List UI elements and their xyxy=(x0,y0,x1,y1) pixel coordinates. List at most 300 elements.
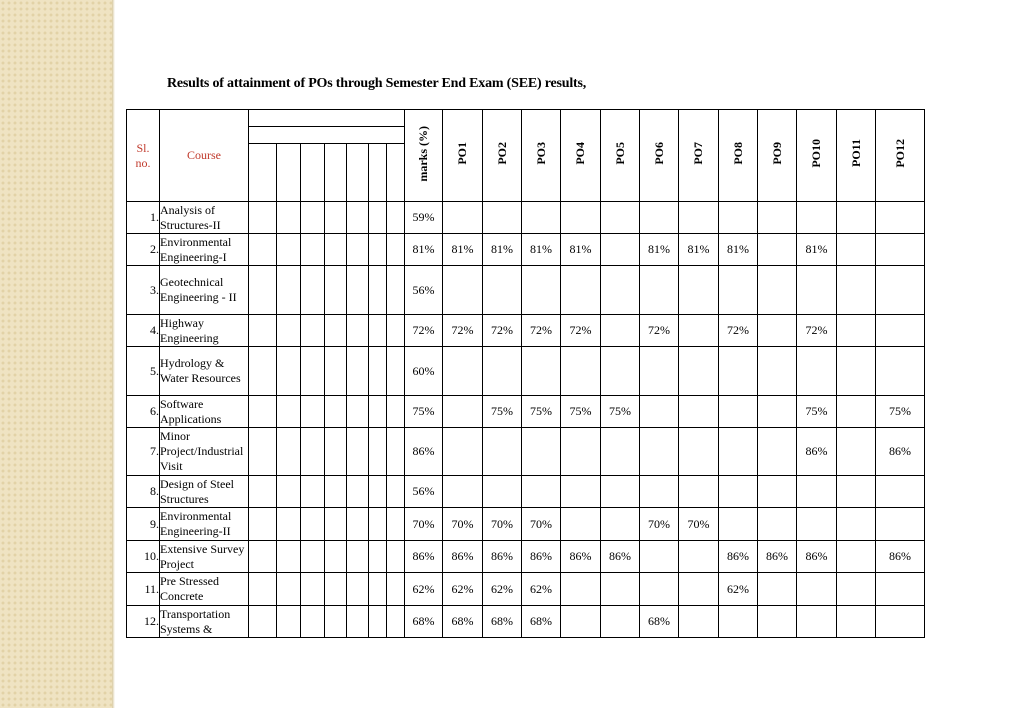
sl-no-cell: 11. xyxy=(127,573,160,606)
blank-cell xyxy=(325,202,347,234)
po-header-label: PO1 xyxy=(455,142,470,165)
blank-cell xyxy=(325,606,347,638)
po-cell: 86% xyxy=(876,541,925,573)
table-row xyxy=(127,541,1004,573)
po-cell xyxy=(679,266,719,315)
po-cell xyxy=(758,606,797,638)
blank-cell xyxy=(249,428,277,476)
po-cell: 86% xyxy=(601,541,640,573)
blank-cell xyxy=(249,315,277,347)
blank-cell xyxy=(277,315,301,347)
po-cell xyxy=(797,606,837,638)
po-cell xyxy=(483,347,522,396)
blank-cell xyxy=(369,315,387,347)
blank-header-cell xyxy=(301,144,325,202)
po-header-3 xyxy=(522,110,561,202)
po-cell: 75% xyxy=(522,396,561,428)
blank-cell xyxy=(347,266,369,315)
blank-cell xyxy=(301,606,325,638)
blank-cell xyxy=(369,476,387,508)
po-cell xyxy=(443,396,483,428)
blank-cell xyxy=(325,541,347,573)
po-header-4 xyxy=(561,110,601,202)
po-cell xyxy=(679,428,719,476)
sl-no-label: Sl. xyxy=(136,140,150,155)
page-title: Results of attainment of POs through Semester End Exam (SEE) results, xyxy=(167,76,587,91)
po-cell xyxy=(679,573,719,606)
blank-cell xyxy=(369,541,387,573)
po-cell: 86% xyxy=(483,541,522,573)
po-cell: 86% xyxy=(443,541,483,573)
sl-no-cell: 12. xyxy=(127,606,160,638)
po-cell xyxy=(876,573,925,606)
po-cell: 75% xyxy=(797,396,837,428)
blank-cell xyxy=(347,347,369,396)
po-cell xyxy=(758,476,797,508)
po-cell xyxy=(758,266,797,315)
po-cell xyxy=(837,347,876,396)
course-cell: Environmental Engineering-I xyxy=(160,234,249,266)
po-cell xyxy=(522,347,561,396)
po-cell xyxy=(601,508,640,541)
po-cell xyxy=(640,573,679,606)
po-attainment-table xyxy=(126,109,1004,638)
course-cell: Software Applications xyxy=(160,396,249,428)
po-cell: 81% xyxy=(719,234,758,266)
blank-cell xyxy=(347,202,369,234)
course-cell: Design of Steel Structures xyxy=(160,476,249,508)
blank-cell xyxy=(249,202,277,234)
po-cell xyxy=(561,508,601,541)
po-cell xyxy=(640,428,679,476)
po-cell xyxy=(837,266,876,315)
po-cell: 86% xyxy=(797,428,837,476)
po-header-label: PO8 xyxy=(730,142,745,165)
blank-cell xyxy=(387,573,405,606)
blank-header-cell xyxy=(325,144,347,202)
po-cell: 86% xyxy=(876,428,925,476)
po-cell xyxy=(679,347,719,396)
po-cell xyxy=(876,476,925,508)
blank-cell xyxy=(387,396,405,428)
po-cell: 72% xyxy=(443,315,483,347)
po-cell xyxy=(797,508,837,541)
blank-cell xyxy=(347,396,369,428)
po-cell xyxy=(758,428,797,476)
marks-header-label: marks (%) xyxy=(416,125,431,182)
table-row xyxy=(127,315,1004,347)
po-cell xyxy=(679,396,719,428)
table-row xyxy=(127,428,1004,476)
po-cell xyxy=(640,202,679,234)
po-cell xyxy=(837,541,876,573)
sl-no-cell: 10. xyxy=(127,541,160,573)
strip-divider xyxy=(112,0,115,708)
po-cell xyxy=(640,266,679,315)
po-header-label: PO3 xyxy=(533,142,548,165)
sl-no-label-2: no. xyxy=(135,155,151,170)
po-cell xyxy=(797,266,837,315)
po-cell xyxy=(758,508,797,541)
po-cell: 62% xyxy=(483,573,522,606)
po-cell xyxy=(719,347,758,396)
po-cell xyxy=(719,266,758,315)
po-cell xyxy=(719,396,758,428)
po-cell xyxy=(876,202,925,234)
po-cell: 72% xyxy=(522,315,561,347)
po-cell xyxy=(876,234,925,266)
blank-cell xyxy=(347,428,369,476)
po-cell xyxy=(797,347,837,396)
po-header-label: PO6 xyxy=(651,142,666,165)
blank-header-cell xyxy=(249,144,277,202)
po-cell xyxy=(483,428,522,476)
sl-no-cell: 6. xyxy=(127,396,160,428)
table-row xyxy=(127,476,1004,508)
po-cell xyxy=(758,315,797,347)
blank-cell xyxy=(301,347,325,396)
course-cell: Minor Project/Industrial Visit xyxy=(160,428,249,476)
po-cell xyxy=(522,476,561,508)
marks-cell: 59% xyxy=(405,202,443,234)
po-cell xyxy=(758,234,797,266)
blank-cell xyxy=(277,234,301,266)
po-cell xyxy=(876,266,925,315)
po-cell: 68% xyxy=(443,606,483,638)
sl-no-cell: 8. xyxy=(127,476,160,508)
po-cell xyxy=(483,266,522,315)
blank-cell xyxy=(369,508,387,541)
po-cell xyxy=(876,508,925,541)
blank-cell xyxy=(277,202,301,234)
course-cell: Environmental Engineering-II xyxy=(160,508,249,541)
po-cell xyxy=(876,606,925,638)
blank-cell xyxy=(387,476,405,508)
blank-cell xyxy=(387,508,405,541)
po-cell xyxy=(876,315,925,347)
blank-cell xyxy=(277,476,301,508)
table-row xyxy=(127,573,1004,606)
sl-no-header xyxy=(127,110,160,202)
blank-header-cell xyxy=(277,144,301,202)
po-cell xyxy=(719,606,758,638)
blank-cell xyxy=(249,606,277,638)
po-cell xyxy=(837,202,876,234)
blank-cell xyxy=(387,606,405,638)
po-cell xyxy=(601,202,640,234)
table-row xyxy=(127,606,1004,638)
po-cell: 70% xyxy=(640,508,679,541)
table-row xyxy=(127,234,1004,266)
po-cell xyxy=(758,202,797,234)
blank-cell xyxy=(325,234,347,266)
po-cell: 75% xyxy=(483,396,522,428)
po-header-label: PO4 xyxy=(573,142,588,165)
po-cell xyxy=(640,347,679,396)
marks-cell: 56% xyxy=(405,266,443,315)
table-row xyxy=(127,347,1004,396)
po-cell xyxy=(522,202,561,234)
po-cell xyxy=(640,396,679,428)
blank-header-cell xyxy=(387,144,405,202)
table-row xyxy=(127,508,1004,541)
blank-cell xyxy=(301,315,325,347)
blank-cell xyxy=(347,315,369,347)
marks-cell: 86% xyxy=(405,541,443,573)
po-cell xyxy=(758,347,797,396)
po-cell: 70% xyxy=(443,508,483,541)
po-cell xyxy=(443,347,483,396)
po-cell: 72% xyxy=(640,315,679,347)
po-header-2 xyxy=(483,110,522,202)
po-cell xyxy=(443,202,483,234)
blank-cell xyxy=(347,541,369,573)
po-header-label: PO2 xyxy=(494,142,509,165)
po-cell xyxy=(601,347,640,396)
blank-cell xyxy=(369,428,387,476)
po-cell: 72% xyxy=(483,315,522,347)
po-cell: 81% xyxy=(640,234,679,266)
po-cell: 81% xyxy=(522,234,561,266)
po-cell: 72% xyxy=(797,315,837,347)
blank-cell xyxy=(369,266,387,315)
marks-cell: 56% xyxy=(405,476,443,508)
course-header: Course xyxy=(160,110,249,202)
po-cell xyxy=(797,202,837,234)
po-cell xyxy=(601,315,640,347)
po-cell: 81% xyxy=(679,234,719,266)
po-header-label: PO9 xyxy=(769,142,784,165)
po-cell: 70% xyxy=(483,508,522,541)
blank-cell xyxy=(301,202,325,234)
po-cell xyxy=(561,428,601,476)
blank-cell xyxy=(249,347,277,396)
blank-cell xyxy=(325,476,347,508)
blank-cell xyxy=(369,234,387,266)
po-cell xyxy=(601,476,640,508)
po-cell xyxy=(837,476,876,508)
po-cell: 86% xyxy=(797,541,837,573)
po-cell xyxy=(601,234,640,266)
course-cell: Pre Stressed Concrete xyxy=(160,573,249,606)
po-cell xyxy=(443,428,483,476)
po-cell: 62% xyxy=(719,573,758,606)
po-header-1 xyxy=(443,110,483,202)
blank-cell xyxy=(301,396,325,428)
marks-header xyxy=(405,110,443,202)
po-cell xyxy=(679,476,719,508)
po-cell xyxy=(679,541,719,573)
sl-no-cell: 4. xyxy=(127,315,160,347)
table-row xyxy=(127,396,1004,428)
po-header-10 xyxy=(797,110,837,202)
table-row xyxy=(127,266,1004,315)
blank-header-cell xyxy=(249,127,405,144)
blank-cell xyxy=(249,266,277,315)
po-cell xyxy=(601,266,640,315)
header-row xyxy=(127,110,1004,127)
decorative-side-strip xyxy=(0,0,114,708)
po-cell xyxy=(719,202,758,234)
blank-cell xyxy=(369,573,387,606)
blank-cell xyxy=(369,606,387,638)
blank-cell xyxy=(277,606,301,638)
po-cell xyxy=(443,266,483,315)
blank-cell xyxy=(325,573,347,606)
blank-cell xyxy=(301,428,325,476)
po-cell xyxy=(640,541,679,573)
blank-cell xyxy=(347,234,369,266)
course-cell: Geotechnical Engineering - II xyxy=(160,266,249,315)
sl-no-cell: 7. xyxy=(127,428,160,476)
po-cell xyxy=(601,573,640,606)
blank-cell xyxy=(277,347,301,396)
po-cell xyxy=(601,428,640,476)
blank-cell xyxy=(387,234,405,266)
po-cell xyxy=(719,508,758,541)
po-cell xyxy=(837,428,876,476)
po-header-11 xyxy=(837,110,876,202)
blank-cell xyxy=(277,573,301,606)
marks-cell: 70% xyxy=(405,508,443,541)
po-cell xyxy=(837,573,876,606)
po-cell xyxy=(483,202,522,234)
po-cell: 75% xyxy=(876,396,925,428)
po-cell: 62% xyxy=(522,573,561,606)
blank-cell xyxy=(325,347,347,396)
po-cell: 75% xyxy=(561,396,601,428)
blank-cell xyxy=(277,266,301,315)
sl-no-cell: 9. xyxy=(127,508,160,541)
sl-no-cell: 2. xyxy=(127,234,160,266)
blank-cell xyxy=(325,508,347,541)
blank-cell xyxy=(325,396,347,428)
sl-no-cell: 3. xyxy=(127,266,160,315)
blank-cell xyxy=(277,428,301,476)
marks-cell: 75% xyxy=(405,396,443,428)
po-cell xyxy=(758,573,797,606)
blank-cell xyxy=(325,315,347,347)
po-cell: 86% xyxy=(719,541,758,573)
sl-no-cell: 1. xyxy=(127,202,160,234)
po-cell: 81% xyxy=(797,234,837,266)
blank-cell xyxy=(277,508,301,541)
blank-header-cell xyxy=(347,144,369,202)
po-header-8 xyxy=(719,110,758,202)
marks-cell: 60% xyxy=(405,347,443,396)
blank-header-cell xyxy=(249,110,405,127)
po-header-label: PO5 xyxy=(612,142,627,165)
po-cell: 81% xyxy=(561,234,601,266)
marks-cell: 62% xyxy=(405,573,443,606)
blank-cell xyxy=(325,266,347,315)
po-cell xyxy=(797,476,837,508)
blank-cell xyxy=(347,606,369,638)
po-cell: 86% xyxy=(522,541,561,573)
blank-cell xyxy=(369,347,387,396)
blank-cell xyxy=(387,202,405,234)
po-cell: 86% xyxy=(561,541,601,573)
blank-cell xyxy=(249,476,277,508)
po-header-label: PO10 xyxy=(809,139,824,168)
po-cell: 72% xyxy=(561,315,601,347)
po-cell: 86% xyxy=(758,541,797,573)
blank-cell xyxy=(249,573,277,606)
po-cell xyxy=(640,476,679,508)
po-cell: 62% xyxy=(443,573,483,606)
po-header-7 xyxy=(679,110,719,202)
blank-cell xyxy=(277,541,301,573)
table-row xyxy=(127,202,1004,234)
blank-cell xyxy=(387,541,405,573)
blank-cell xyxy=(369,396,387,428)
po-cell xyxy=(679,202,719,234)
blank-cell xyxy=(249,541,277,573)
marks-cell: 86% xyxy=(405,428,443,476)
po-cell: 81% xyxy=(443,234,483,266)
blank-header-cell xyxy=(369,144,387,202)
po-cell: 75% xyxy=(601,396,640,428)
po-header-6 xyxy=(640,110,679,202)
po-header-label: PO7 xyxy=(691,142,706,165)
blank-cell xyxy=(301,476,325,508)
po-cell xyxy=(837,234,876,266)
po-cell xyxy=(561,476,601,508)
po-cell xyxy=(443,476,483,508)
blank-cell xyxy=(387,315,405,347)
po-cell xyxy=(522,266,561,315)
po-cell xyxy=(719,476,758,508)
po-cell xyxy=(837,396,876,428)
po-cell xyxy=(561,573,601,606)
course-cell: Highway Engineering xyxy=(160,315,249,347)
blank-cell xyxy=(249,508,277,541)
course-cell: Hydrology & Water Resources xyxy=(160,347,249,396)
po-cell: 81% xyxy=(483,234,522,266)
po-cell xyxy=(483,476,522,508)
po-cell xyxy=(719,428,758,476)
po-cell xyxy=(561,347,601,396)
po-cell: 68% xyxy=(522,606,561,638)
po-header-label: PO12 xyxy=(892,139,907,168)
blank-cell xyxy=(387,428,405,476)
blank-cell xyxy=(249,234,277,266)
blank-cell xyxy=(301,573,325,606)
po-cell xyxy=(758,396,797,428)
po-cell xyxy=(561,606,601,638)
blank-cell xyxy=(387,347,405,396)
blank-cell xyxy=(301,508,325,541)
blank-cell xyxy=(277,396,301,428)
blank-cell xyxy=(249,396,277,428)
course-cell: Extensive Survey Project xyxy=(160,541,249,573)
po-cell xyxy=(522,428,561,476)
marks-cell: 81% xyxy=(405,234,443,266)
marks-cell: 68% xyxy=(405,606,443,638)
blank-cell xyxy=(347,508,369,541)
po-cell: 68% xyxy=(483,606,522,638)
blank-cell xyxy=(301,541,325,573)
po-cell: 72% xyxy=(719,315,758,347)
po-header-9 xyxy=(758,110,797,202)
po-cell xyxy=(837,606,876,638)
blank-cell xyxy=(369,202,387,234)
marks-cell: 72% xyxy=(405,315,443,347)
blank-cell xyxy=(347,573,369,606)
course-cell: Transportation Systems & xyxy=(160,606,249,638)
po-cell xyxy=(797,573,837,606)
po-cell: 70% xyxy=(522,508,561,541)
